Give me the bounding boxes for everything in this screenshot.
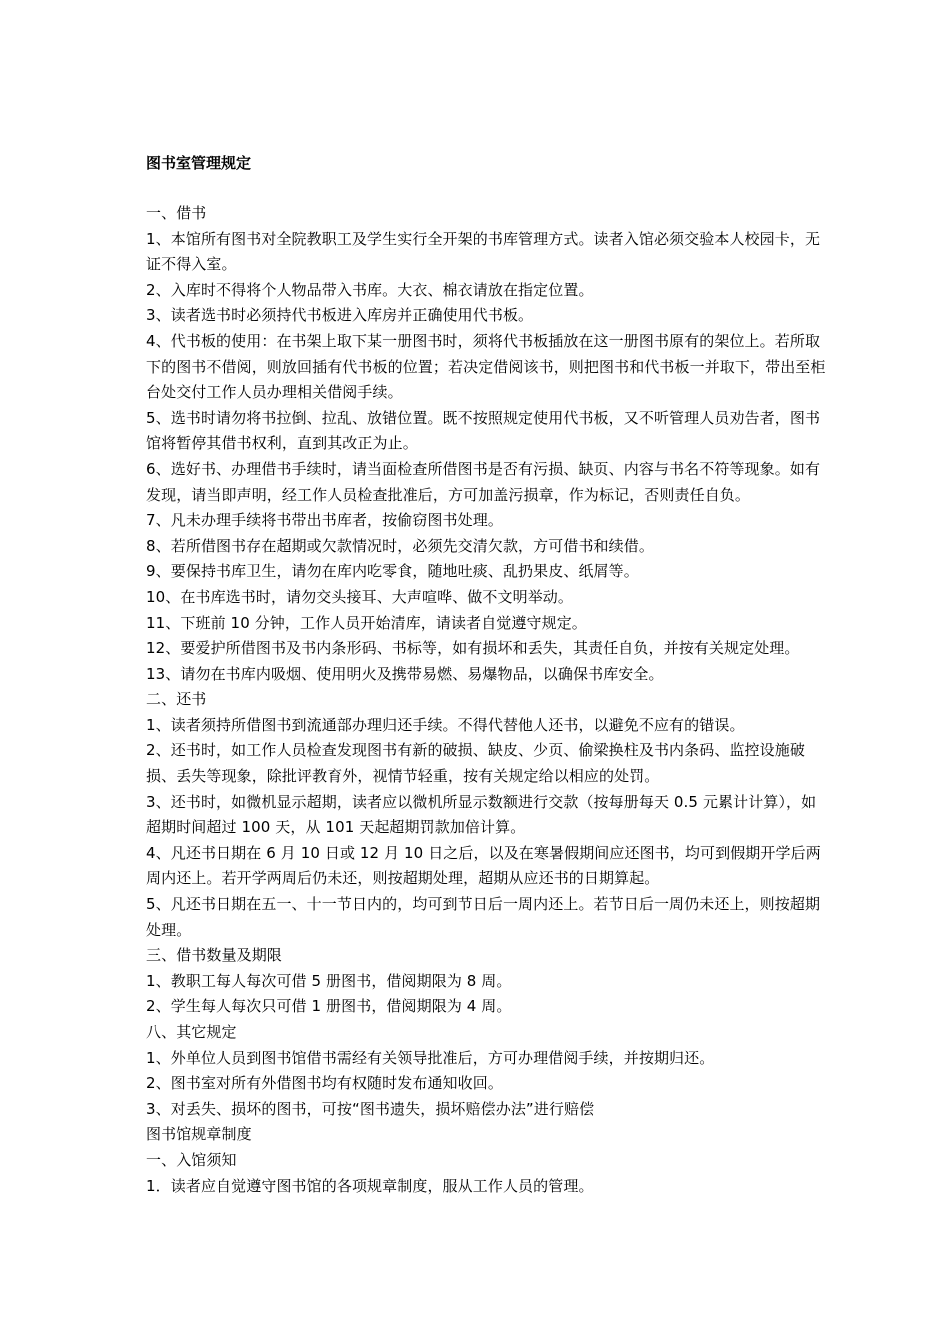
body-line: 三、借书数量及期限: [146, 946, 282, 965]
body-line: 1、外单位人员到图书馆借书需经有关领导批准后，方可办理借阅手续，并按期归还。: [146, 1048, 715, 1067]
body-line: 3、读者选书时必须持代书板进入库房并正确使用代书板。: [146, 306, 534, 325]
body-line: 2、入库时不得将个人物品带入书库。大衣、棉衣请放在指定位置。: [146, 280, 594, 299]
body-line: 6、选好书、办理借书手续时，请当面检查所借图书是否有污损、缺页、内容与书名不符等现象。如有发现，请当即声明，经工作人员检查批准后，方可加盖污损章，作为标记，否则责任自负。: [146, 459, 821, 504]
body-line: 3、还书时，如微机显示超期，读者应以微机所显示数额进行交款（按每册每天 0.5 元累计计算），如超期时间超过 100 天，从 101 天起超期罚款加倍计算。: [146, 792, 817, 837]
body-line: 1、教职工每人每次可借 5 册图书，借阅期限为 8 周。: [146, 971, 512, 990]
body-line: 13、请勿在书库内吸烟、使用明火及携带易燃、易爆物品，以确保书库安全。: [146, 664, 664, 683]
body-line: 一、入馆须知: [146, 1150, 237, 1169]
document-body: [146, 201, 826, 1199]
document-title: 图书室管理规定: [146, 154, 252, 172]
body-line: 10、在书库选书时，请勿交头接耳、大声喧哗、做不文明举动。: [146, 587, 573, 606]
document-page: [146, 150, 826, 1199]
body-line: 二、还书: [146, 690, 207, 709]
body-line: 7、凡未办理手续将书带出书库者，按偷窃图书处理。: [146, 511, 503, 530]
body-line: 5、选书时请勿将书拉倒、拉乱、放错位置。既不按照规定使用代书板，又不听管理人员劝告者，图书馆将暂停其借书权利，直到其改正为止。: [146, 408, 821, 453]
body-line: 2、图书室对所有外借图书均有权随时发布通知收回。: [146, 1074, 503, 1093]
body-line: 4、代书板的使用：在书架上取下某一册图书时，须将代书板插放在这一册图书原有的架位上。若所取下的图书不借阅，则放回插有代书板的位置；若决定借阅该书，则把图书和代书板一并取下，带出至柜台处交付工作人员办理相关借阅手续。: [146, 331, 826, 402]
body-line: 八、其它规定: [146, 1023, 237, 1041]
body-line: 4、凡还书日期在 6 月 10 日或 12 月 10 日之后，以及在寒暑假期间应还图书，均可到假期开学后两周内还上。若开学两周后仍未还，则按超期处理，超期从应还书的日期算起。: [146, 843, 821, 888]
body-line: 一、借书: [146, 204, 207, 222]
body-line: 8、若所借图书存在超期或欠款情况时，必须先交清欠款，方可借书和续借。: [146, 536, 654, 555]
body-line: 1．读者应自觉遵守图书馆的各项规章制度，服从工作人员的管理。: [146, 1176, 594, 1195]
body-line: 2、还书时，如工作人员检查发现图书有新的破损、缺皮、少页、偷梁换柱及书内条码、监控设施破损、丢失等现象，除批评教育外，视情节轻重，按有关规定给以相应的处罚。: [146, 741, 805, 786]
body-line: 2、学生每人每次只可借 1 册图书，借阅期限为 4 周。: [146, 997, 512, 1016]
body-line: 9、要保持书库卫生，请勿在库内吃零食，随地吐痰、乱扔果皮、纸屑等。: [146, 562, 639, 581]
body-line: 图书馆规章制度: [146, 1125, 252, 1144]
body-line: 5、凡还书日期在五一、十一节日内的，均可到节日后一周内还上。若节日后一周仍未还上，则按超期处理。: [146, 895, 821, 939]
body-line: 11、下班前 10 分钟，工作人员开始清库，请读者自觉遵守规定。: [146, 613, 587, 632]
body-line: 1、读者须持所借图书到流通部办理归还手续。不得代替他人还书，以避免不应有的错误。: [146, 715, 745, 734]
body-line: 1、本馆所有图书对全院教职工及学生实行全开架的书库管理方式。读者入馆必须交验本人校园卡，无证不得入室。: [146, 229, 821, 274]
body-line: 3、对丢失、损坏的图书，可按“图书遗失，损坏赔偿办法”进行赔偿: [146, 1099, 595, 1118]
body-line: 12、要爱护所借图书及书内条形码、书标等，如有损坏和丢失，其责任自负，并按有关规定处理。: [146, 639, 800, 658]
